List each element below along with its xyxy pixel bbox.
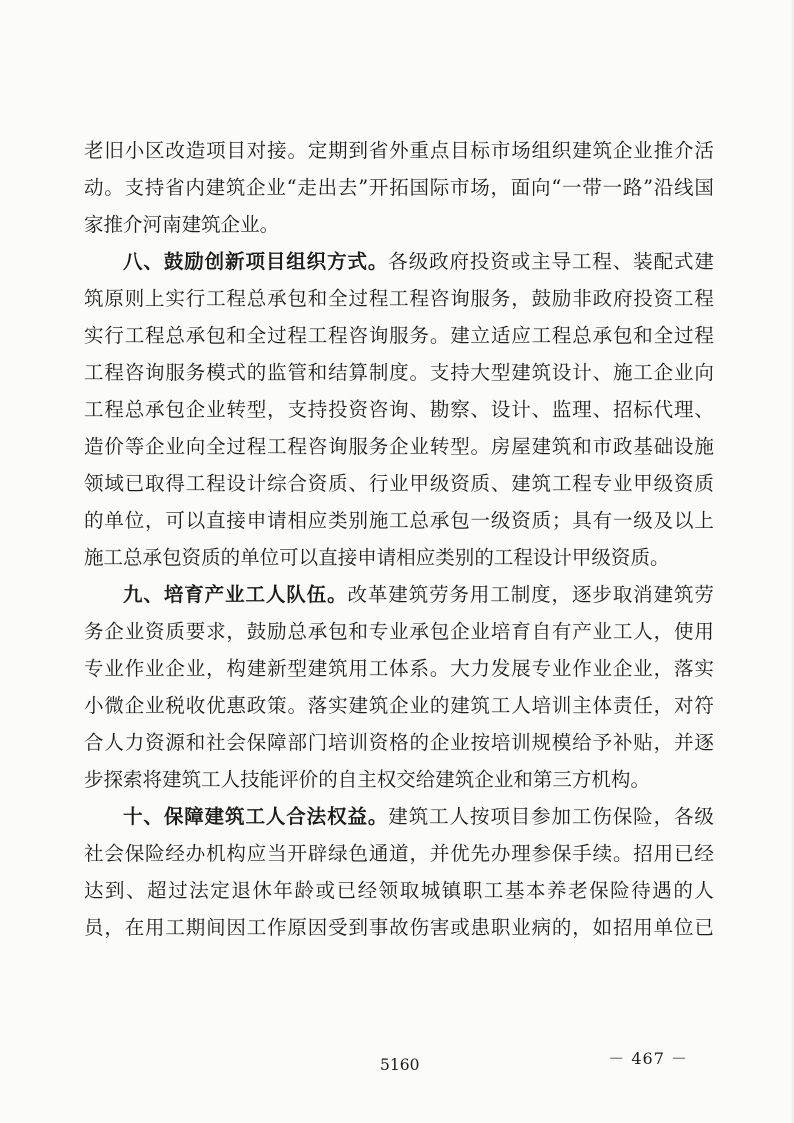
text-line: 施 工 总 承 包 资 质 的 单 位 可 以 直 接 申 请 相 应 类 别 的 工 程 设 计 甲 级 资 质 。 xyxy=(84,546,670,569)
text-line: 合 人 力 资 源 和 社 会 保 障 部 门 培 训 资 格 的 企 业 按 培 训 规 模 给 予 补 贴 ， 并 逐 xyxy=(84,731,714,754)
page-number: － 467 － xyxy=(608,1049,688,1068)
text-line: 员 ， 在 用 工 期 间 因 工 作 原 因 受 到 事 故 伤 害 或 患 职 业 病 的 ， 如 招 用 单 位 已 xyxy=(84,916,714,939)
text-line: 专 业 作 业 企 业 ， 构 建 新 型 建 筑 用 工 体 系 。 大 力 发 展 专 业 作 业 企 业 ， 落 实 xyxy=(84,657,714,680)
page-edge-shadow xyxy=(790,0,794,1123)
text-line: 造 价 等 企 业 向 全 过 程 工 程 咨 询 服 务 企 业 转 型 。 房 屋 建 筑 和 市 政 基 础 设 施 xyxy=(84,435,714,458)
text-line: 领 域 已 取 得 工 程 设 计 综 合 资 质 、 行 业 甲 级 资 质 、 建 筑 工 程 专 业 甲 级 资 质 xyxy=(84,472,714,495)
text-line: 家 推 介 河 南 建 筑 企 业 。 xyxy=(84,213,280,236)
text-line: 的 单 位 ， 可 以 直 接 申 请 相 应 类 别 施 工 总 承 包 一 级 资 质 ； 具 有 一 级 及 以 上 xyxy=(84,509,714,532)
serial-number: 5160 xyxy=(380,1056,420,1074)
text-line: 社 会 保 险 经 办 机 构 应 当 开 辟 绿 色 通 道 ， 并 优 先 办 理 参 保 手 续 。 招 用 已 经 xyxy=(84,842,714,865)
text-line: 步 探 索 将 建 筑 工 人 技 能 评 价 的 自 主 权 交 给 建 筑 企 业 和 第 三 方 机 构 。 xyxy=(84,768,650,791)
text-line: 老 旧 小 区 改 造 项 目 对 接 。 定 期 到 省 外 重 点 目 标 市 场 组 织 建 筑 企 业 推 介 活 xyxy=(84,139,714,162)
text-line: 筑 原 则 上 实 行 工 程 总 承 包 和 全 过 程 工 程 咨 询 服 务 ， 鼓 励 非 政 府 投 资 工 程 xyxy=(84,287,714,310)
text-line: 动 。 支 持 省 内 建 筑 企 业 “ 走 出 去 ” 开 拓 国 际 市 场 ， 面 向 “ 一 带 一 路 ” 沿 线 国 xyxy=(84,176,714,199)
text-line: 工 程 总 承 包 企 业 转 型 ， 支 持 投 资 咨 询 、 勘 察 、 设 计 、 监 理 、 招 标 代 理 、 xyxy=(84,398,714,421)
text-line: 小 微 企 业 税 收 优 惠 政 策 。 落 实 建 筑 企 业 的 建 筑 工 人 培 训 主 体 责 任 ， 对 符 xyxy=(84,694,714,717)
text-line: 八 、 鼓 励 创 新 项 目 组 织 方 式 。 各 级 政 府 投 资 或 主 导 工 程 、 装 配 式 建 xyxy=(123,250,714,273)
text-line: 务 企 业 资 质 要 求 ， 鼓 励 总 承 包 和 专 业 承 包 企 业 培 育 自 有 产 业 工 人 ， 使 用 xyxy=(84,620,714,643)
text-line: 达 到 、 超 过 法 定 退 休 年 龄 或 已 经 领 取 城 镇 职 工 基 本 养 老 保 险 待 遇 的 人 xyxy=(84,879,714,902)
text-line: 实 行 工 程 总 承 包 和 全 过 程 工 程 咨 询 服 务 。 建 立 适 应 工 程 总 承 包 和 全 过 程 xyxy=(84,324,714,347)
text-line: 九 、 培 育 产 业 工 人 队 伍 。 改 革 建 筑 劳 务 用 工 制 度 ， 逐 步 取 消 建 筑 劳 xyxy=(123,583,714,606)
document-body xyxy=(84,132,714,946)
text-line: 工 程 咨 询 服 务 模 式 的 监 管 和 结 算 制 度 。 支 持 大 型 建 筑 设 计 、 施 工 企 业 向 xyxy=(84,361,714,384)
text-line: 十 、 保 障 建 筑 工 人 合 法 权 益 。 建 筑 工 人 按 项 目 参 加 工 伤 保 险 ， 各 级 xyxy=(123,805,714,828)
